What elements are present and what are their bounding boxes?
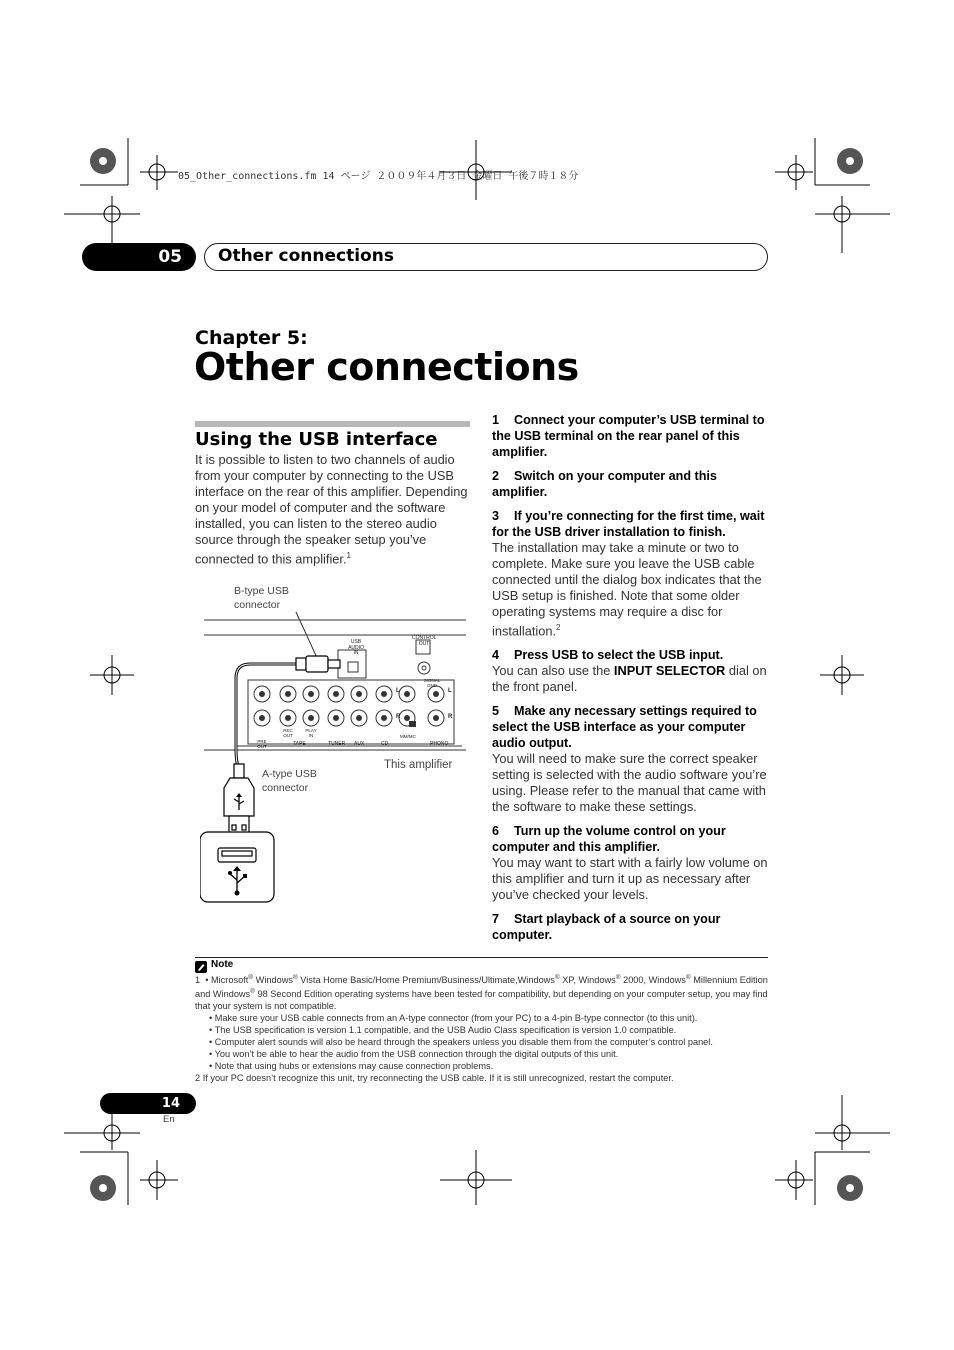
left-channel-label: L: [396, 688, 400, 694]
footnotes: [195, 972, 770, 1084]
section-divider: [195, 421, 470, 427]
step-7: [492, 911, 770, 943]
chapter-label: Chapter 5:: [195, 327, 308, 349]
cd-label: CD: [381, 741, 389, 747]
tape-label: TAPE: [293, 741, 306, 747]
rec-out-label: REC OUT: [283, 728, 293, 738]
footnote-ref: 2: [556, 623, 561, 632]
phono-label: PHONO: [430, 741, 449, 747]
footnote-1: 1 • Microsoft® Windows® Vista Home Basic/Home Premium/Business/Ultimate,Windows® XP, Windows® 2000, Windows® Millennium Edition and Windows® 98 Second Edition operating systems have been tested for compatibility, but depending on your computer setup, you may find that your system is not compatible.: [195, 974, 768, 1012]
btype-label: B-type USB connector: [234, 585, 289, 611]
print-file-header: 05_Other_connections.fm 14 ページ ２００９年４月３日 金曜日 午後７時１８分: [178, 171, 579, 182]
note-label: Note: [211, 959, 234, 970]
phono-left-label: L: [448, 688, 452, 694]
step-body: You will need to make sure the correct speaker setting is selected with the audio software you’re using. Please refer to the manual that came with the software to make these settings.: [492, 751, 767, 815]
step-2: [492, 468, 770, 500]
step-heading: 1 Connect your computer’s USB terminal to the USB terminal on the rear panel of this amplifier.: [492, 413, 765, 459]
step-body: The installation may take a minute or two to complete. Make sure you leave the USB cable connected until the dialog box indicates that the USB setup is finished. Note that some older operating systems may require a disc for installation.$^2$: [492, 540, 762, 639]
mm-mc-label: MM/MC: [400, 734, 416, 739]
step-heading: 2 Switch on your computer and this amplifier.: [492, 469, 717, 499]
step-6: [492, 823, 770, 903]
step-heading: 3 If you’re connecting for the first time, wait for the USB driver installation to finish.: [492, 509, 765, 539]
signal-gnd-label: SIGNAL GND: [423, 678, 441, 688]
note-divider: [195, 957, 768, 958]
usb-connection-diagram: [200, 580, 472, 910]
footnote-2: 2 If your PC doesn’t recognize this unit, try reconnecting the USB cable. If it is still unrecognized, restart the computer.: [195, 1073, 674, 1084]
step-5: [492, 703, 770, 815]
section-intro: It is possible to listen to two channels of audio from your computer by connecting to the USB interface on the rear of this amplifier. Depending on your model of computer and the software installed, you can listen to the stereo audio source through the speaker setup you’ve connected to this amplifier.$^1$: [195, 452, 468, 567]
tuner-label: TUNER: [328, 741, 346, 747]
control-out-label: CONTROL OUT: [412, 635, 437, 647]
play-in-label: PLAY IN: [305, 728, 317, 738]
footnote-ref: 1: [346, 551, 351, 560]
step-heading: 6 Turn up the volume control on your computer and this amplifier.: [492, 824, 726, 855]
page-number: 14: [100, 1093, 196, 1114]
footnote-bullet: • Make sure your USB cable connects from an A-type connector (from your PC) to a 4-pin B-type connector (to this unit).: [209, 1013, 698, 1024]
footnote-bullet: • You won’t be able to hear the audio from the USB connection through the digital outputs of this unit.: [209, 1049, 619, 1060]
chapter-number-badge: 05: [82, 243, 196, 271]
chapter-tab-title: Other connections: [204, 243, 768, 271]
usb-port-label: USB AUDIO IN: [348, 639, 364, 656]
step-body: You can also use the INPUT SELECTOR dial on the front panel.: [492, 663, 767, 695]
step-heading: 4 Press USB to select the USB input.: [492, 648, 724, 663]
pre-out-label: PRE OUT: [257, 739, 267, 749]
step-heading: 5 Make any necessary settings required to select the USB interface as your computer audio output.: [492, 704, 757, 751]
aux-label: AUX: [354, 741, 365, 747]
footnote-bullet: • Note that using hubs or extensions may cause connection problems.: [209, 1061, 494, 1072]
amplifier-label: This amplifier: [384, 759, 453, 771]
chapter-title: Other connections: [194, 345, 579, 389]
right-channel-label: R: [396, 714, 401, 720]
phono-right-label: R: [448, 714, 453, 720]
step-1: [492, 412, 770, 460]
step-4: [492, 647, 770, 695]
step-body: You may want to start with a fairly low volume on this amplifier and turn it up as necessary after you’ve checked your levels.: [492, 855, 768, 903]
steps-column: [492, 412, 770, 951]
section-title: Using the USB interface: [195, 429, 438, 450]
atype-label: A-type USB connector: [262, 768, 317, 794]
footnote-bullet: • The USB specification is version 1.1 compatible, and the USB Audio Class specification is version 1.0 compatible.: [209, 1025, 677, 1036]
page-language: En: [163, 1114, 175, 1125]
footnote-bullet: • Computer alert sounds will also be heard through the speakers unless you disable them from the computer’s control panel.: [209, 1037, 713, 1048]
step-3: [492, 508, 770, 639]
step-heading: 7 Start playback of a source on your computer.: [492, 912, 721, 943]
